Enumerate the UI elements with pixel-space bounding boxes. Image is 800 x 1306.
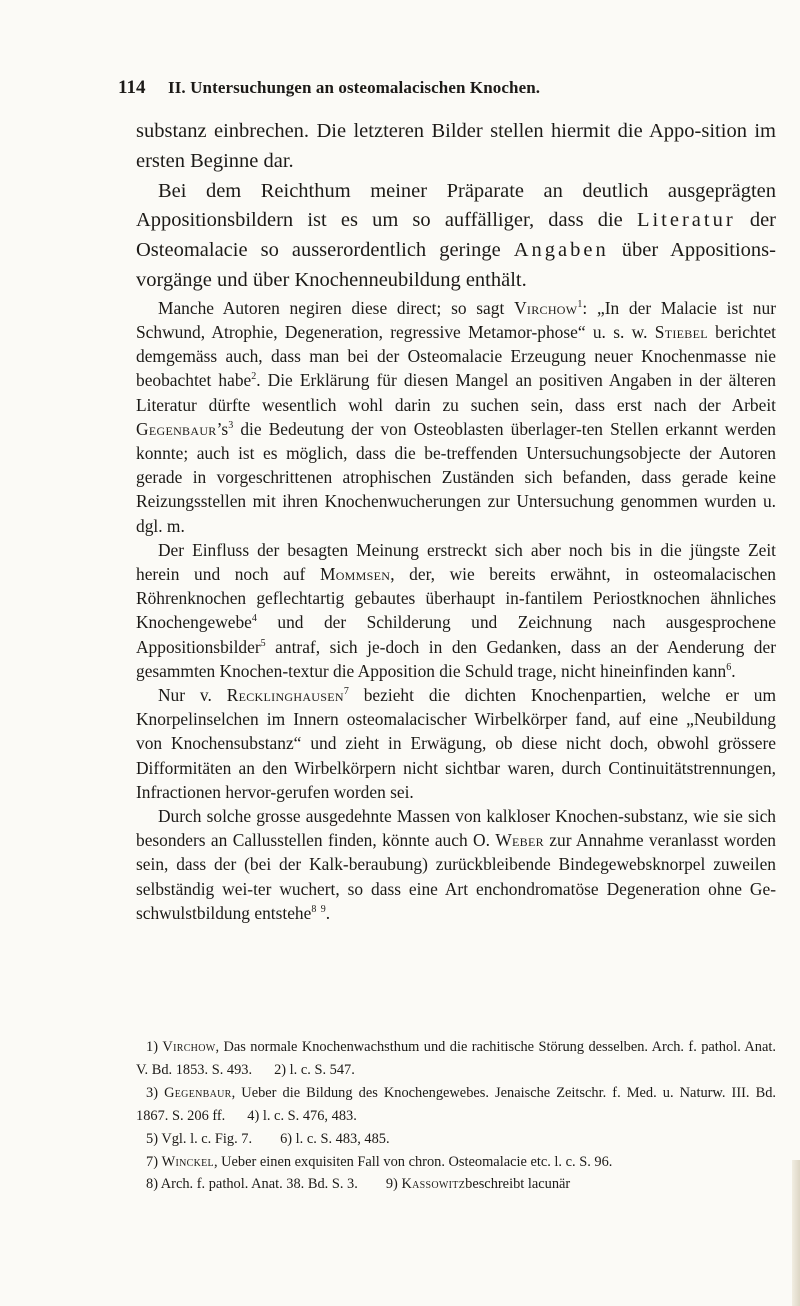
text-span: . [325,902,331,923]
footnote-4: 4) l. c. S. 476, 483. [247,1107,357,1124]
footnote-ref: 3 [228,420,234,431]
footnote-text: , Das normale Knochenwachsthum und die rachitische Störung desselben. Arch. f. pathol. Anat. V. Bd. 1853. S. 493. [136,1039,776,1078]
footnote-ref: 5 [260,637,266,649]
footnote-7 [136,1151,776,1174]
footnote-number: 9) [385,1176,398,1193]
page-number: 114 [118,77,146,98]
text-span: Nur v. [158,685,227,706]
footnote-1 [136,1036,776,1082]
footnote-text: beschreibt lacunär [465,1176,571,1193]
text-span: Bei dem Reichthum meiner Präparate an deutlich ausgeprägten Appositionsbildern ist es um so auffälliger, dass die [136,179,776,232]
text-span: Durch solche grosse ausgedehnte Massen von kalkloser Knochen-substanz, wie sie sich besonders an Callusstellen finden, könnte auch O. [136,806,776,851]
text-span: der Osteomalacie so ausserordentlich geringe [136,209,776,262]
footnote-ref: 7 [343,686,349,698]
footnote-row [136,1128,776,1151]
spaced-emphasis: Literatur [636,209,736,232]
text-span: berichtet demgemäss auch, dass man bei der Osteomalacie Erzeugung neuer Knochenmasse nie beobachtet habe [136,321,776,391]
paragraph-1 [136,117,776,177]
author-name: Virchow [514,297,578,318]
page-edge-shadow [792,1160,800,1306]
text-span: bezieht die dichten Knochenpartien, welche er um Knorpelinselchen im Innern osteomalacischer Wirbelkörper fand, auf eine „Neubildung von Knochensubstanz“ und zieht in Erwägung, ob diese nicht doch, obwohl grössere Difformitäten an den Wirbelkörpern nicht sichtbar waren, durch Continuitätstrennungen, Infractionen hervor-gerufen worden sei. [136,685,777,802]
text-span: . Die Erklärung für diesen Mangel an positiven Angaben in der älteren Literatur dürfte wesentlich wohl darin zu suchen sein, dass erst nach der Arbeit [136,370,776,415]
paragraph-2 [136,177,776,296]
footnote-3 [136,1082,776,1128]
author-name: Recklinghausen [226,685,344,706]
footnote-ref: 1 [577,298,583,310]
footnote-5: 5) Vgl. l. c. Fig. 7. [146,1130,253,1147]
paragraph-6 [136,804,776,925]
footnote-text: , Ueber einen exquisiten Fall von chron. Osteomalacie etc. l. c. S. 96. [213,1153,613,1170]
text-span: Manche Autoren negiren diese direct; so sagt [158,297,515,318]
paragraph-3 [136,296,776,538]
running-title: II. Untersuchungen an osteomalacischen Knochen. [168,78,541,97]
author-name: Weber [495,830,544,851]
author-name: Kassowitz [401,1176,466,1193]
text-span: substanz einbrechen. Die letzteren Bilder stellen hiermit die Appo-sition im ersten Beginne dar. [136,120,776,172]
spaced-emphasis: Angaben [513,239,609,262]
text-span: und der Schilderung und Zeichnung nach ausgesprochene Appositionsbilder [136,612,776,657]
footnote-6: 6) l. c. S. 483, 485. [280,1130,390,1147]
author-name: Stiebel [654,321,708,342]
text-span: antraf, sich je-doch in den Gedanken, dass an der Aenderung der gesammten Knochen-textur die Apposition die Schuld trage, nicht hineinfinden kann [136,636,776,681]
text-span: . [731,660,736,681]
author-name: Gegenbaur [136,418,217,439]
footnote-ref: 6 [726,662,732,674]
author-name: Mommsen [319,564,391,585]
text-span: Der Einfluss der besagten Meinung erstreckt sich aber noch bis in die jüngste Zeit herein und noch auf [136,539,776,585]
text-span: die Bedeutung der von Osteoblasten überlager-ten Stellen erkannt werden konnte; auch ist es möglich, dass die be-treffenden Untersuchungsobjecte der Autoren gerade in vorgeschrittenen atrophischen Zuständen sich befanden, dass gerade keine Reizungsstellen mit ihren Knochenwucherungen zur Untersuchung genommen wurden u. dgl. m. [136,418,776,536]
footnote-number: 7) [146,1153,158,1170]
footnote-text: , Ueber die Bildung des Knochengewebes. Jenaische Zeitschr. f. Med. u. Naturw. III. Bd. 1867. S. 206 ff. [136,1084,776,1124]
text-span: : „In der Malacie ist nur Schwund, Atrophie, Degeneration, regressive Metamor-phose“ u. s. w. [136,297,776,342]
footnote-ref: 2 [251,371,257,383]
main-text [136,117,776,925]
author-name: Gegenbaur [164,1084,232,1101]
footnotes [136,1036,776,1196]
author-name: Virchow [162,1039,216,1055]
paragraph-5 [136,683,776,804]
footnote-2: 2) l. c. S. 547. [274,1061,355,1078]
author-name: Winckel [161,1153,214,1170]
footnote-row [136,1173,776,1196]
text-span: , der, wie bereits erwähnt, in osteomalacischen Röhrenknochen geflechtartig gebautes überhaupt in-fantilem Periostknochen ähnliches Knochengewebe [136,564,776,633]
text-span: ’s [216,418,229,439]
paragraph-4 [136,538,776,683]
footnote-ref: 4 [251,613,257,625]
footnote-number: 3) [146,1084,158,1101]
footnote-number: 1) [146,1039,158,1055]
footnote-ref: 8 [311,904,317,916]
page-header [118,77,778,99]
text-span: über Appositions-vorgänge und über Knochenneubildung enthält. [136,239,776,291]
footnote-ref: 9 [320,904,326,916]
footnote-8: 8) Arch. f. pathol. Anat. 38. Bd. S. 3. [146,1176,358,1193]
text-span: zur Annahme veranlasst worden sein, dass der (bei der Kalk-beraubung) zurückbleibende Bindegewebsknorpel zuweilen selbständig wei-ter wuchert, so dass eine Art enchondromatöse Degeneration ohne Ge-schwulstbildung entstehe [136,830,777,923]
